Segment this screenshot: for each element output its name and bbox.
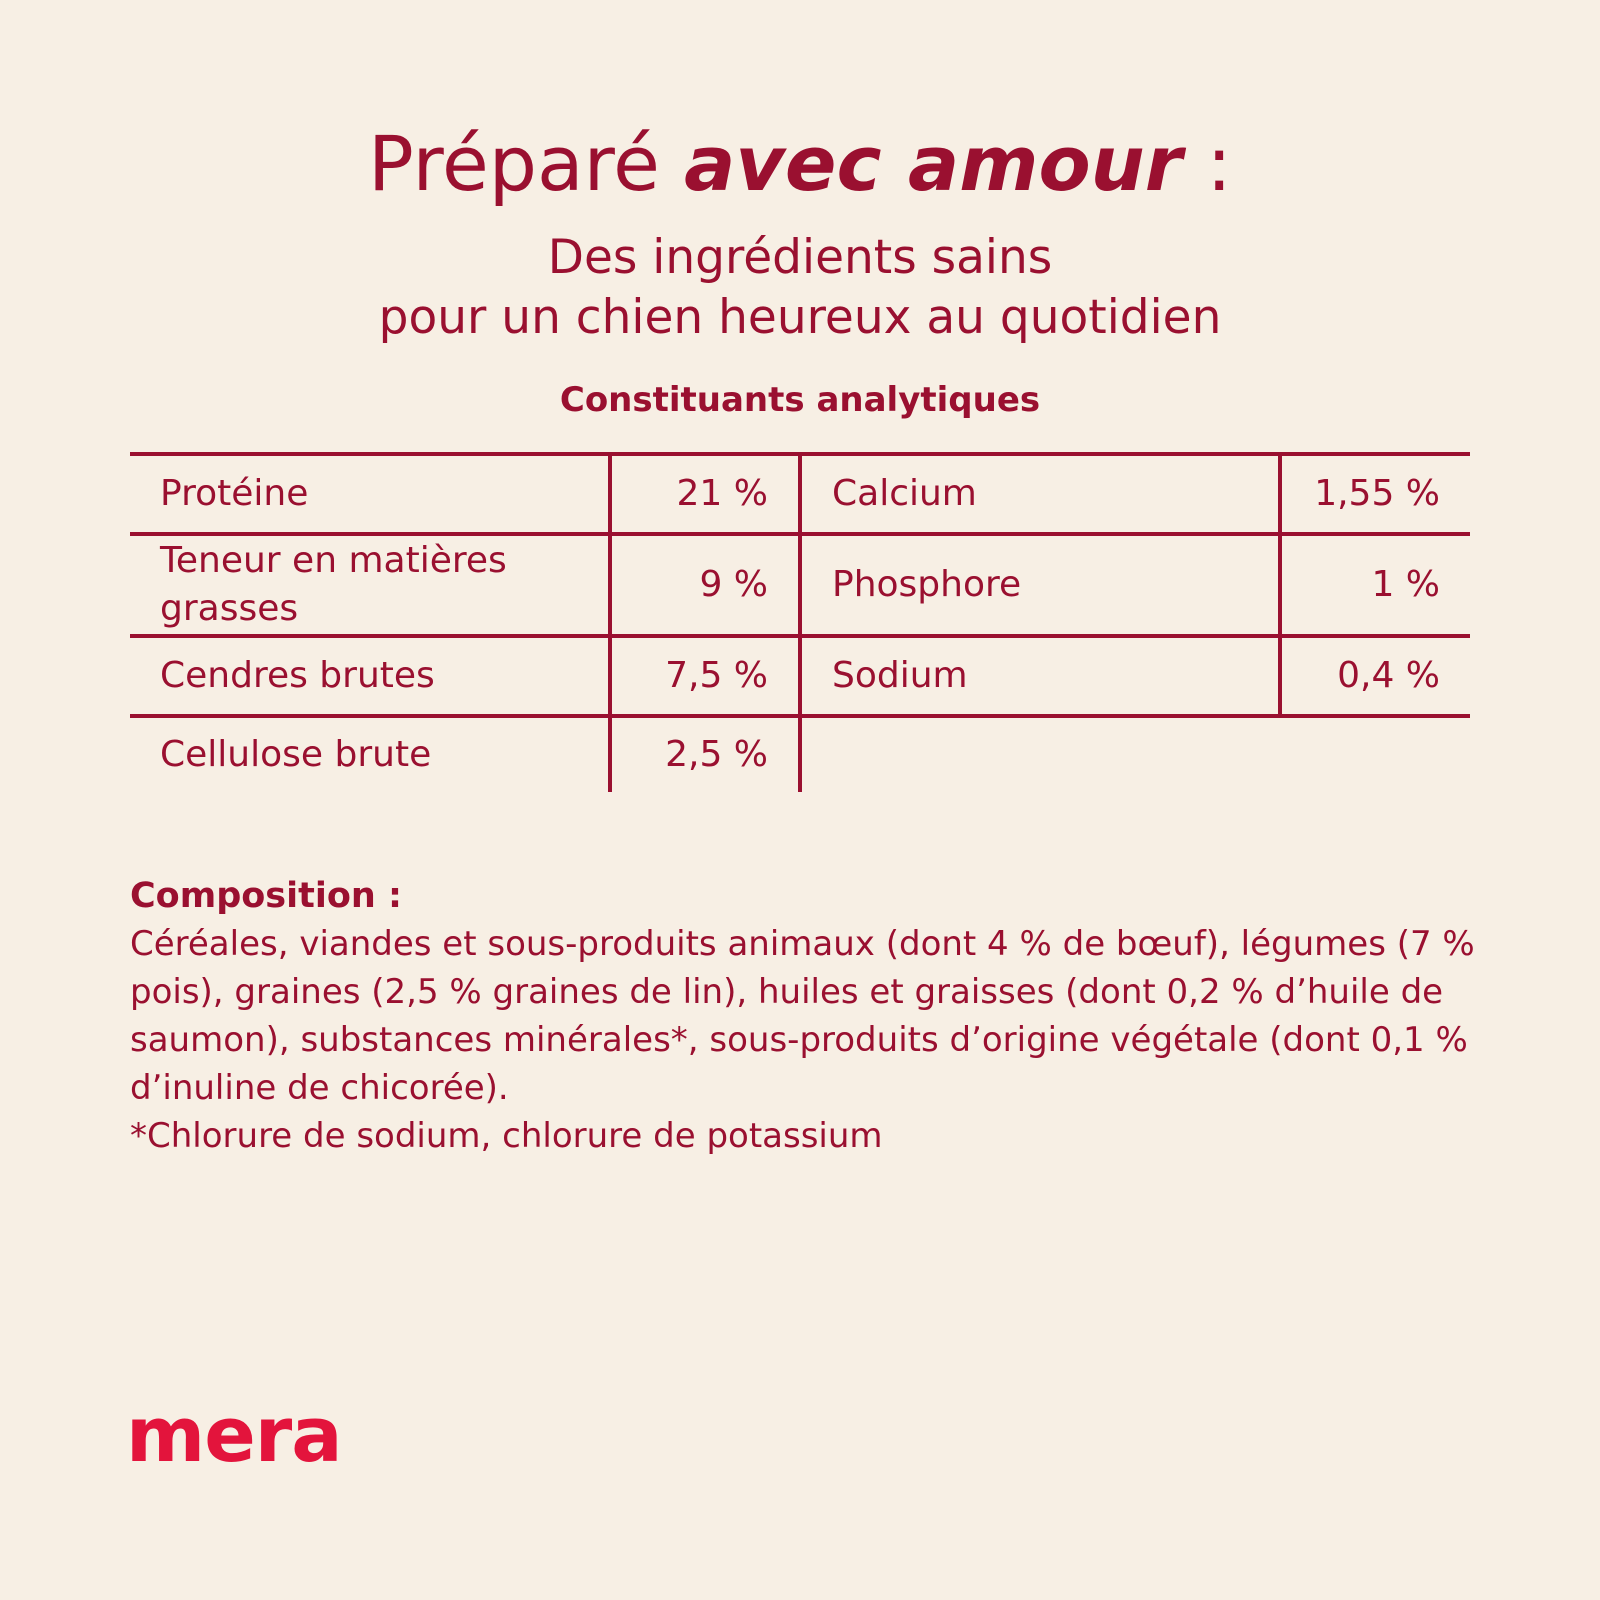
table-row-label: Sodium — [832, 655, 968, 696]
title-emphasis: avec amour — [684, 119, 1183, 208]
table-row-label: Cendres brutes — [160, 655, 435, 696]
composition-footnote: *Chlorure de sodium, chlorure de potassium — [130, 1116, 883, 1156]
composition-section — [130, 872, 1490, 1160]
table-row-label: Cellulose brute — [160, 734, 432, 775]
subtitle-line-1: Des ingrédients sains — [547, 230, 1053, 285]
subtitle-line-2: pour un chien heureux au quotidien — [378, 290, 1222, 345]
table-row-label: Teneur en matières grasses — [160, 540, 507, 629]
table-row-value: 21 % — [676, 473, 768, 514]
composition-text: Céréales, viandes et sous-produits animaux (dont 4 % de bœuf), légumes (7 % pois), graines (2,5 % graines de lin), huiles et graisses (dont 0,2 % d’huile de saumon), substances minérales*, sous-produits d’origine végétale (dont 0,1 % d’inuline de chicorée). — [130, 924, 1475, 1108]
table-row-value: 1,55 % — [1314, 473, 1440, 514]
page-title — [0, 118, 1600, 210]
title-colon: : — [1182, 119, 1233, 208]
table-row-value: 9 % — [699, 564, 768, 605]
mera-logo: mera — [126, 1390, 342, 1479]
title-regular: Préparé — [367, 119, 660, 208]
table-row-value: 0,4 % — [1337, 655, 1440, 696]
composition-heading: Composition : — [130, 876, 403, 916]
subtitle — [0, 228, 1600, 348]
table-row-value: 2,5 % — [665, 734, 768, 775]
table-row-label: Protéine — [160, 473, 309, 514]
table-title: Constituants analytiques — [559, 380, 1041, 420]
table-row-value: 7,5 % — [665, 655, 768, 696]
analytical-constituents-table — [130, 452, 1470, 792]
table-row-label: Calcium — [832, 473, 977, 514]
table-row-label: Phosphore — [832, 564, 1022, 605]
table-row-value: 1 % — [1371, 564, 1440, 605]
